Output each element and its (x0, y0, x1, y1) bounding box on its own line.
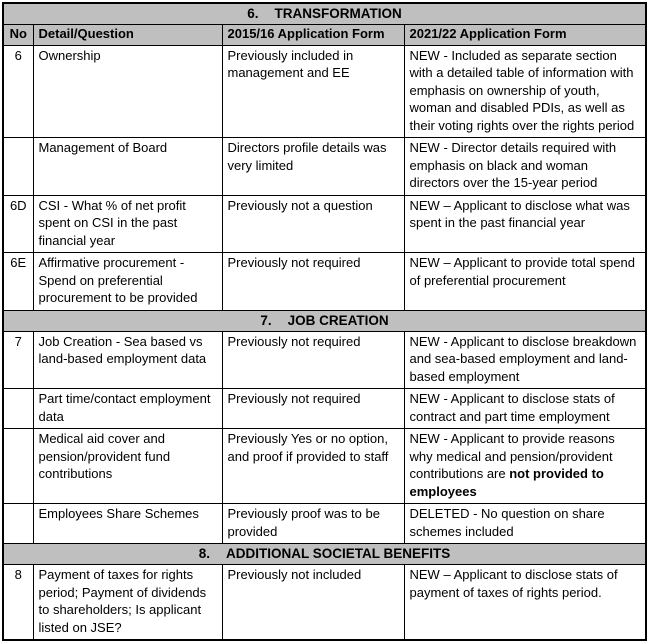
column-header-form-2021: 2021/22 Application Form (404, 25, 646, 46)
column-header-detail: Detail/Question (33, 25, 222, 46)
section-header (3, 544, 646, 565)
cell-form-2015: Directors profile details was very limited (222, 138, 404, 196)
cell-no (3, 504, 33, 544)
table-row (3, 331, 646, 389)
table-row (3, 195, 646, 253)
table-row (3, 253, 646, 311)
section-row (3, 3, 646, 25)
cell-no (3, 429, 33, 504)
table-row (3, 504, 646, 544)
cell-no (3, 389, 33, 429)
column-header-row (3, 25, 646, 46)
cell-no: 6 (3, 45, 33, 138)
cell-detail: Medical aid cover and pension/provident fund contributions (33, 429, 222, 504)
section-header (3, 310, 646, 331)
section-number: 6. (247, 6, 259, 21)
section-number: 7. (260, 312, 272, 328)
cell-form-2015: Previously not included (222, 565, 404, 641)
table-body (3, 3, 646, 640)
table-row (3, 565, 646, 641)
cell-detail: Employees Share Schemes (33, 504, 222, 544)
cell-form-2021 (404, 429, 646, 504)
cell-form-2021: NEW – Applicant to provide total spend of preferential procurement (404, 253, 646, 311)
cell-detail: CSI - What % of net profit spent on CSI in the past financial year (33, 195, 222, 253)
cell-detail: Affirmative procurement - Spend on preferential procurement to be provided (33, 253, 222, 311)
section-title: JOB CREATION (287, 312, 389, 328)
section-row (3, 310, 646, 331)
emphasis-text: not provided to employees (409, 466, 604, 499)
cell-form-2021: NEW - Included as separate section with a detailed table of information with emphasis on ownership of youth, woman and disabled PDIs, as well as their voting rights over the rights period (404, 45, 646, 138)
cell-detail: Ownership (33, 45, 222, 138)
section-row (3, 544, 646, 565)
cell-form-2015: Previously not required (222, 253, 404, 311)
table-row (3, 45, 646, 138)
cell-form-2021: NEW – Applicant to disclose what was spent in the past financial year (404, 195, 646, 253)
column-header-form-2015: 2015/16 Application Form (222, 25, 404, 46)
cell-no: 8 (3, 565, 33, 641)
cell-form-2021: NEW – Applicant to disclose stats of payment of taxes of rights period. (404, 565, 646, 641)
table-row (3, 389, 646, 429)
section-header (3, 3, 646, 25)
cell-form-2021: NEW - Applicant to disclose stats of contract and part time employment (404, 389, 646, 429)
cell-detail: Payment of taxes for rights period; Payment of dividends to shareholders; Is applicant listed on JSE? (33, 565, 222, 641)
cell-detail: Management of Board (33, 138, 222, 196)
cell-form-2021: NEW - Director details required with emphasis on black and woman directors over the 15-year period (404, 138, 646, 196)
cell-form-2015: Previously not required (222, 331, 404, 389)
column-header-no: No (3, 25, 33, 46)
cell-no: 6D (3, 195, 33, 253)
section-number: 8. (198, 546, 210, 561)
cell-detail: Part time/contact employment data (33, 389, 222, 429)
cell-form-2015: Previously not required (222, 389, 404, 429)
cell-form-2021: NEW - Applicant to disclose breakdown and sea-based employment and land-based employment (404, 331, 646, 389)
table-row (3, 138, 646, 196)
cell-form-2015: Previously Yes or no option, and proof if provided to staff (222, 429, 404, 504)
cell-no (3, 138, 33, 196)
table-row (3, 429, 646, 504)
cell-form-2015: Previously not a question (222, 195, 404, 253)
cell-form-2021: DELETED - No question on share schemes included (404, 504, 646, 544)
cell-detail: Job Creation - Sea based vs land-based employment data (33, 331, 222, 389)
cell-form-2015: Previously proof was to be provided (222, 504, 404, 544)
comparison-table (2, 2, 647, 641)
section-title: TRANSFORMATION (274, 6, 402, 21)
section-title: ADDITIONAL SOCIETAL BENEFITS (226, 546, 451, 561)
cell-no: 7 (3, 331, 33, 389)
cell-form-2015: Previously included in management and EE (222, 45, 404, 138)
text-segment: NEW - Applicant to provide reasons why medical and pension/provident contributions are (409, 431, 615, 481)
cell-no: 6E (3, 253, 33, 311)
